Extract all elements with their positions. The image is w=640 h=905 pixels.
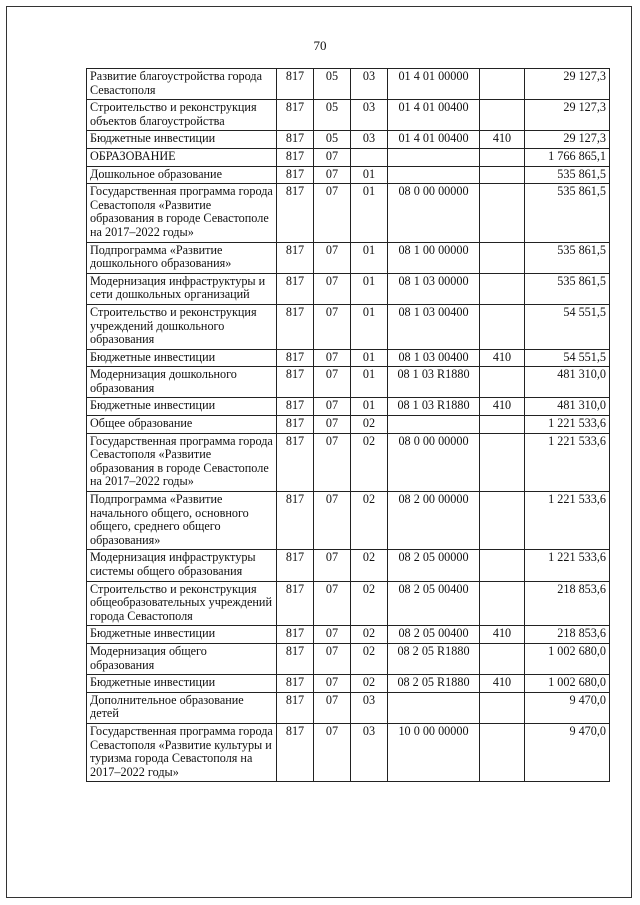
cell-grbs: 817: [277, 492, 314, 550]
cell-target-article: [388, 692, 480, 723]
table-row: [87, 723, 610, 781]
cell-expense-type: [480, 166, 525, 184]
cell-subsection: 01: [351, 242, 388, 273]
cell-expense-type: [480, 273, 525, 304]
cell-expense-type: [480, 550, 525, 581]
budget-table-body: [87, 69, 610, 782]
table-row: [87, 492, 610, 550]
page-number: 70: [313, 38, 327, 53]
cell-section: 07: [314, 349, 351, 367]
cell-expense-type: [480, 100, 525, 131]
cell-grbs: 817: [277, 398, 314, 416]
cell-expense-type: [480, 692, 525, 723]
cell-target-article: 08 1 03 R1880: [388, 367, 480, 398]
cell-grbs: 817: [277, 148, 314, 166]
cell-target-article: [388, 166, 480, 184]
cell-grbs: 817: [277, 433, 314, 491]
cell-subsection: 01: [351, 367, 388, 398]
table-row: [87, 581, 610, 626]
cell-grbs: 817: [277, 626, 314, 644]
cell-section: 07: [314, 367, 351, 398]
cell-expense-type: [480, 367, 525, 398]
cell-target-article: 08 2 05 00400: [388, 626, 480, 644]
cell-section: 05: [314, 69, 351, 100]
cell-grbs: 817: [277, 131, 314, 149]
cell-section: 07: [314, 581, 351, 626]
cell-name: Подпрограмма «Развитие дошкольного образования»: [87, 242, 277, 273]
cell-target-article: 01 4 01 00400: [388, 100, 480, 131]
table-row: [87, 131, 610, 149]
table-row: [87, 398, 610, 416]
cell-grbs: 817: [277, 643, 314, 674]
cell-name: Бюджетные инвестиции: [87, 349, 277, 367]
table-row: [87, 550, 610, 581]
cell-target-article: 08 1 03 R1880: [388, 398, 480, 416]
cell-subsection: 03: [351, 723, 388, 781]
cell-expense-type: [480, 148, 525, 166]
table-row: [87, 626, 610, 644]
cell-target-article: 08 1 00 00000: [388, 242, 480, 273]
cell-target-article: 08 0 00 00000: [388, 184, 480, 242]
cell-name: Государственная программа города Севастополя «Развитие образования в городе Севастополе на 2017–2022 годы»: [87, 433, 277, 491]
table-row: [87, 643, 610, 674]
cell-amount: 1 002 680,0: [525, 675, 610, 693]
cell-subsection: 02: [351, 643, 388, 674]
cell-section: 07: [314, 433, 351, 491]
table-row: [87, 273, 610, 304]
cell-expense-type: [480, 433, 525, 491]
cell-subsection: 01: [351, 304, 388, 349]
table-row: [87, 166, 610, 184]
table-row: [87, 148, 610, 166]
cell-grbs: 817: [277, 273, 314, 304]
cell-subsection: 02: [351, 675, 388, 693]
cell-amount: 1 221 533,6: [525, 492, 610, 550]
cell-grbs: 817: [277, 723, 314, 781]
cell-subsection: 01: [351, 398, 388, 416]
cell-target-article: 08 1 03 00400: [388, 304, 480, 349]
table-row: [87, 433, 610, 491]
table-row: [87, 675, 610, 693]
cell-target-article: 08 2 05 00000: [388, 550, 480, 581]
cell-section: 07: [314, 643, 351, 674]
cell-amount: 54 551,5: [525, 349, 610, 367]
cell-grbs: 817: [277, 692, 314, 723]
cell-expense-type: 410: [480, 626, 525, 644]
cell-amount: 1 221 533,6: [525, 550, 610, 581]
cell-amount: 1 002 680,0: [525, 643, 610, 674]
table-row: [87, 100, 610, 131]
cell-name: Дополнительное образование детей: [87, 692, 277, 723]
cell-grbs: 817: [277, 184, 314, 242]
cell-section: 07: [314, 398, 351, 416]
cell-grbs: 817: [277, 166, 314, 184]
cell-expense-type: [480, 723, 525, 781]
cell-subsection: 02: [351, 581, 388, 626]
cell-amount: 535 861,5: [525, 184, 610, 242]
cell-expense-type: [480, 69, 525, 100]
cell-amount: 535 861,5: [525, 242, 610, 273]
cell-grbs: 817: [277, 69, 314, 100]
cell-subsection: 02: [351, 492, 388, 550]
cell-expense-type: [480, 184, 525, 242]
cell-grbs: 817: [277, 349, 314, 367]
cell-section: 07: [314, 416, 351, 434]
cell-expense-type: [480, 242, 525, 273]
cell-subsection: 02: [351, 550, 388, 581]
table-row: [87, 69, 610, 100]
cell-name: Общее образование: [87, 416, 277, 434]
cell-expense-type: 410: [480, 349, 525, 367]
cell-subsection: [351, 148, 388, 166]
cell-name: Государственная программа города Севастополя «Развитие образования в городе Севастополе на 2017–2022 годы»: [87, 184, 277, 242]
cell-target-article: 08 0 00 00000: [388, 433, 480, 491]
cell-expense-type: [480, 416, 525, 434]
cell-amount: 1 221 533,6: [525, 416, 610, 434]
cell-subsection: 03: [351, 692, 388, 723]
cell-name: Строительство и реконструкция учреждений дошкольного образования: [87, 304, 277, 349]
cell-amount: 54 551,5: [525, 304, 610, 349]
cell-subsection: 03: [351, 69, 388, 100]
cell-subsection: 02: [351, 416, 388, 434]
cell-section: 07: [314, 550, 351, 581]
cell-name: Бюджетные инвестиции: [87, 398, 277, 416]
cell-expense-type: [480, 304, 525, 349]
cell-target-article: 01 4 01 00400: [388, 131, 480, 149]
cell-section: 05: [314, 131, 351, 149]
cell-section: 07: [314, 273, 351, 304]
cell-name: Модернизация дошкольного образования: [87, 367, 277, 398]
cell-amount: 1 766 865,1: [525, 148, 610, 166]
cell-target-article: [388, 416, 480, 434]
cell-amount: 218 853,6: [525, 626, 610, 644]
cell-name: Модернизация общего образования: [87, 643, 277, 674]
cell-section: 07: [314, 304, 351, 349]
cell-target-article: 08 2 05 00400: [388, 581, 480, 626]
cell-target-article: 08 2 00 00000: [388, 492, 480, 550]
cell-subsection: 01: [351, 184, 388, 242]
cell-amount: 481 310,0: [525, 398, 610, 416]
cell-grbs: 817: [277, 581, 314, 626]
cell-name: ОБРАЗОВАНИЕ: [87, 148, 277, 166]
cell-section: 07: [314, 723, 351, 781]
cell-grbs: 817: [277, 416, 314, 434]
cell-amount: 29 127,3: [525, 69, 610, 100]
cell-amount: 218 853,6: [525, 581, 610, 626]
cell-expense-type: 410: [480, 131, 525, 149]
table-row: [87, 349, 610, 367]
cell-expense-type: [480, 643, 525, 674]
table-row: [87, 692, 610, 723]
cell-name: Строительство и реконструкция общеобразовательных учреждений города Севастополя: [87, 581, 277, 626]
cell-amount: 29 127,3: [525, 131, 610, 149]
cell-grbs: 817: [277, 550, 314, 581]
cell-target-article: 08 2 05 R1880: [388, 643, 480, 674]
cell-expense-type: [480, 492, 525, 550]
cell-target-article: 01 4 01 00000: [388, 69, 480, 100]
cell-name: Модернизация инфраструктуры системы общего образования: [87, 550, 277, 581]
cell-section: 07: [314, 492, 351, 550]
cell-amount: 481 310,0: [525, 367, 610, 398]
cell-target-article: [388, 148, 480, 166]
cell-amount: 1 221 533,6: [525, 433, 610, 491]
cell-subsection: 01: [351, 166, 388, 184]
table-row: [87, 367, 610, 398]
cell-subsection: 02: [351, 433, 388, 491]
cell-subsection: 03: [351, 131, 388, 149]
cell-amount: 535 861,5: [525, 166, 610, 184]
table-row: [87, 242, 610, 273]
cell-section: 07: [314, 184, 351, 242]
cell-grbs: 817: [277, 304, 314, 349]
cell-subsection: 03: [351, 100, 388, 131]
cell-section: 07: [314, 692, 351, 723]
cell-section: 07: [314, 148, 351, 166]
cell-expense-type: 410: [480, 675, 525, 693]
cell-section: 07: [314, 166, 351, 184]
cell-grbs: 817: [277, 100, 314, 131]
cell-expense-type: [480, 581, 525, 626]
cell-target-article: 08 1 03 00400: [388, 349, 480, 367]
cell-name: Подпрограмма «Развитие начального общего, основного общего, среднего общего образования»: [87, 492, 277, 550]
cell-target-article: 08 1 03 00000: [388, 273, 480, 304]
cell-target-article: 10 0 00 00000: [388, 723, 480, 781]
cell-subsection: 02: [351, 626, 388, 644]
cell-grbs: 817: [277, 675, 314, 693]
cell-target-article: 08 2 05 R1880: [388, 675, 480, 693]
cell-name: Строительство и реконструкция объектов благоустройства: [87, 100, 277, 131]
budget-table: [86, 68, 610, 782]
cell-grbs: 817: [277, 242, 314, 273]
cell-section: 07: [314, 242, 351, 273]
cell-name: Государственная программа города Севастополя «Развитие культуры и туризма города Севастополя на 2017–2022 годы»: [87, 723, 277, 781]
cell-amount: 535 861,5: [525, 273, 610, 304]
table-row: [87, 304, 610, 349]
cell-name: Развитие благоустройства города Севастополя: [87, 69, 277, 100]
cell-section: 07: [314, 626, 351, 644]
cell-amount: 9 470,0: [525, 692, 610, 723]
cell-amount: 9 470,0: [525, 723, 610, 781]
cell-name: Модернизация инфраструктуры и сети дошкольных организаций: [87, 273, 277, 304]
cell-subsection: 01: [351, 273, 388, 304]
table-row: [87, 416, 610, 434]
cell-expense-type: 410: [480, 398, 525, 416]
cell-name: Бюджетные инвестиции: [87, 131, 277, 149]
cell-name: Дошкольное образование: [87, 166, 277, 184]
table-row: [87, 184, 610, 242]
cell-amount: 29 127,3: [525, 100, 610, 131]
cell-name: Бюджетные инвестиции: [87, 675, 277, 693]
cell-section: 07: [314, 675, 351, 693]
cell-subsection: 01: [351, 349, 388, 367]
cell-grbs: 817: [277, 367, 314, 398]
cell-name: Бюджетные инвестиции: [87, 626, 277, 644]
cell-section: 05: [314, 100, 351, 131]
